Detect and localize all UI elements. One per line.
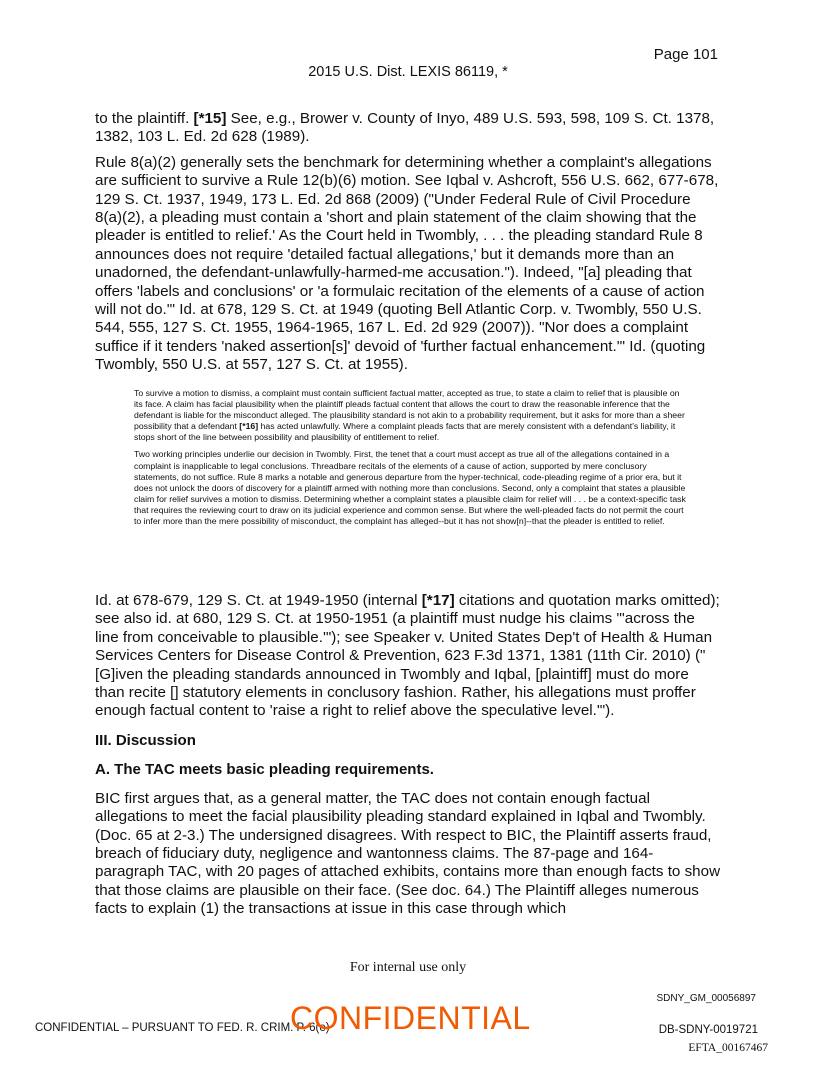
pin-cite: [*15] — [193, 110, 227, 127]
confidential-notice: CONFIDENTIAL – PURSUANT TO FED. R. CRIM. P. 6(e) — [35, 1022, 330, 1034]
paragraph-rule-8: Rule 8(a)(2) generally sets the benchmark for determining whether a complaint's allegations are sufficient to survive a Rule 12(b)(6) motion. See Iqbal v. Ashcroft, 556 U.S. 662, 677-678, 129 S. Ct. 1937, 1949, 173 L. Ed. 2d 868 (2009) ("Under Federal Rule of Civil Procedure 8(a)(2), a pleading must contain a 'short and plain statement of the claim showing that the pleader is entitled to relief.' As the Court held in Twombly, . . . the pleading standard Rule 8 announces does not require 'detailed factual allegations,' but it demands more than an unadorned, the defendant-unlawfully-harmed-me accusation."). Indeed, "[a] pleading that offers 'labels and conclusions' or 'a formulaic recitation of the elements of a cause of action will not do.'" Id. at 678, 129 S. Ct. at 1949 (quoting Bell Atlantic Corp. v. Twombly, 550 U.S. 544, 555, 127 S. Ct. 1955, 1964-1965, 167 L. Ed. 2d 929 (2007)). "Nor does a complaint suffice if it tenders 'naked assertion[s]' devoid of 'further factual enhancement.'" Id. (quoting Twombly, 550 U.S. at 557, 127 S. Ct. at 1955). — [95, 153, 719, 374]
paragraph-brower: to the plaintiff. [*15] See, e.g., Brower v. County of Inyo, 489 U.S. 593, 598, 109 S. Ct. 1378, 1382, 103 L. Ed. 2d 628 (1989). — [95, 110, 715, 146]
bates-number-gm: SDNY_GM_00056897 — [656, 993, 756, 1004]
pin-cite: [*17] — [421, 592, 455, 609]
subsection-heading-pleading: A. The TAC meets basic pleading requirements. — [95, 760, 434, 778]
running-head-citation: 2015 U.S. Dist. LEXIS 86119, * — [308, 64, 508, 80]
opinion-body-bottom — [95, 592, 721, 930]
page-number: Page 101 — [653, 46, 718, 63]
bates-number-db: DB-SDNY-0019721 — [658, 1024, 758, 1036]
confidential-stamp: CONFIDENTIAL — [290, 1000, 531, 1036]
block-quote-paragraph: To survive a motion to dismiss, a complaint must contain sufficient factual matter, accepted as true, to state a claim to relief that is plausible on its face. A claim has facial plausibility when the plaintiff pleads factual content that allows the court to draw the reasonable inference that the defendant is liable for the misconduct alleged. The plausibility standard is not akin to a probability requirement, but it asks for more than a sheer possibility that a defendant [*16] has acted unlawfully. Where a complaint pleads facts that are merely consistent with a defendant's liability, it stops short of the line between possibility and plausibility of entitlement to relief. — [134, 388, 685, 443]
efta-number: EFTA_00167467 — [688, 1042, 768, 1054]
opinion-body-top — [95, 110, 721, 382]
block-quote-iqbal — [134, 388, 686, 533]
paragraph-id-citation: Id. at 678-679, 129 S. Ct. at 1949-1950 (internal [*17] citations and quotation marks omitted); see also id. at 680, 129 S. Ct. at 1950-1951 (a plaintiff must nudge his claims "'across the line from conceivable to plausible.'"); see Speaker v. United States Dep't of Health & Human Services Centers for Disease Control & Prevention, 623 F.3d 1371, 1381 (11th Cir. 2010) ("[G]iven the pleading standards announced in Twombly and Iqbal, [plaintiff] must do more than recite [] statutory elements in conclusory fashion. Rather, his allegations must proffer enough factual content to 'raise a right to relief above the speculative level.'"). — [95, 592, 720, 720]
paragraph-bic-argument: BIC first argues that, as a general matter, the TAC does not contain enough factual allegations to meet the facial plausibility pleading standard explained in Iqbal and Twombly. (Doc. 65 at 2-3.) The undersigned disagrees. With respect to BIC, the Plaintiff asserts fraud, breach of fiduciary duty, negligence and wantonness claims. The 87-page and 164-paragraph TAC, with 20 pages of attached exhibits, contains more than enough facts to show that those claims are plausible on their face. (See doc. 64.) The Plaintiff alleges numerous facts to explain (1) the transactions at issue in this case through which — [95, 789, 721, 918]
pin-cite: [*16] — [239, 421, 259, 432]
section-heading-discussion: III. Discussion — [95, 731, 196, 749]
internal-use-note: For internal use only — [349, 960, 467, 975]
block-quote-paragraph: Two working principles underlie our decision in Twombly. First, the tenet that a court must accept as true all of the allegations contained in a complaint is inapplicable to legal conclusions. Threadbare recitals of the elements of a cause of action, supported by mere conclusory statements, do not suffice. Rule 8 marks a notable and generous departure from the hyper-technical, code-pleading regime of a prior era, but it does not unlock the doors of discovery for a plaintiff armed with nothing more than conclusions. Second, only a complaint that states a plausible claim for relief survives a motion to dismiss. Determining whether a complaint states a plausible claim for relief will . . . be a context-specific task that requires the reviewing court to draw on its judicial experience and common sense. But where the well-pleaded facts do not permit the court to infer more than the mere possibility of misconduct, the complaint has alleged--but it has not show[n]--that the pleader is entitled to relief. — [134, 449, 686, 527]
